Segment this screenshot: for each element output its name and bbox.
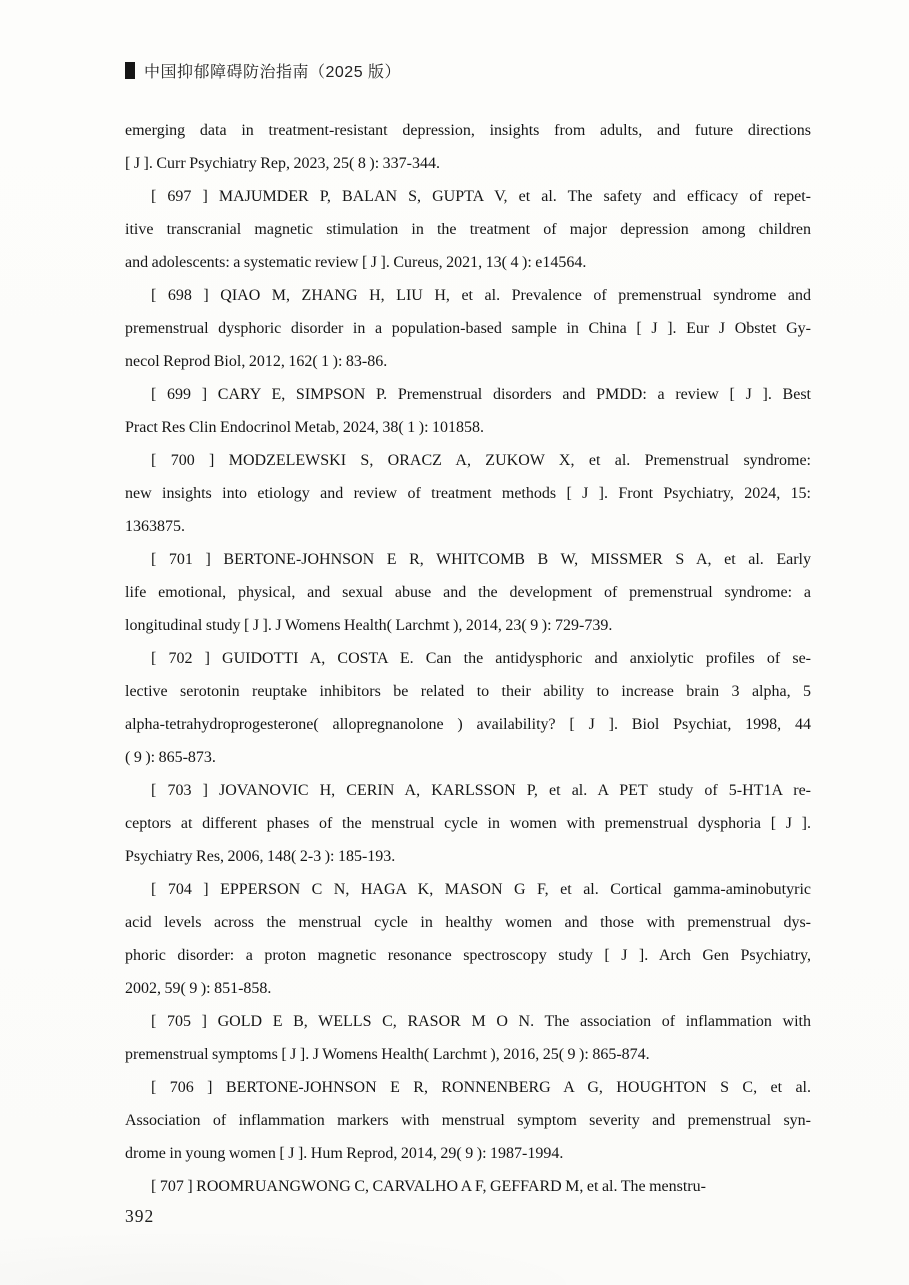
reference-entry-707 bbox=[125, 1170, 811, 1203]
reference-entry-701 bbox=[125, 543, 811, 642]
reference-line: [ 699 ] CARY E, SIMPSON P. Premenstrual disorders and PMDD: a review [ J ]. Best bbox=[151, 386, 811, 403]
reference-line: [ 697 ] MAJUMDER P, BALAN S, GUPTA V, et al. The safety and efficacy of repet- bbox=[151, 188, 811, 205]
reference-line: longitudinal study [ J ]. J Womens Health( Larchmt ), 2014, 23( 9 ): 729-739. bbox=[125, 617, 613, 634]
reference-line: ceptors at different phases of the menstrual cycle in women with premenstrual dysphoria [ J ]. bbox=[125, 815, 811, 832]
reference-entry-706 bbox=[125, 1071, 811, 1170]
reference-line: [ 706 ] BERTONE-JOHNSON E R, RONNENBERG A G, HOUGHTON S C, et al. bbox=[151, 1079, 811, 1096]
reference-line: [ 698 ] QIAO M, ZHANG H, LIU H, et al. Prevalence of premenstrual syndrome and bbox=[151, 287, 811, 304]
reference-line: Pract Res Clin Endocrinol Metab, 2024, 38( 1 ): 101858. bbox=[125, 419, 485, 436]
reference-entry-702 bbox=[125, 642, 811, 774]
reference-entry-698 bbox=[125, 279, 811, 378]
reference-line: itive transcranial magnetic stimulation in the treatment of major depression among children bbox=[125, 221, 811, 238]
reference-line: ( 9 ): 865-873. bbox=[125, 749, 216, 766]
running-header bbox=[125, 59, 401, 82]
reference-line: phoric disorder: a proton magnetic resonance spectroscopy study [ J ]. Arch Gen Psychiatry, bbox=[125, 947, 811, 964]
references-list bbox=[125, 114, 811, 1203]
reference-entry-705 bbox=[125, 1005, 811, 1071]
reference-line: emerging data in treatment-resistant depression, insights from adults, and future directions bbox=[125, 122, 811, 139]
reference-line: [ J ]. Curr Psychiatry Rep, 2023, 25( 8 ): 337-344. bbox=[125, 155, 440, 172]
reference-line: and adolescents: a systematic review [ J ]. Cureus, 2021, 13( 4 ): e14564. bbox=[125, 254, 587, 271]
reference-line: necol Reprod Biol, 2012, 162( 1 ): 83-86. bbox=[125, 353, 388, 370]
reference-entry-703 bbox=[125, 774, 811, 873]
reference-line: premenstrual symptoms [ J ]. J Womens Health( Larchmt ), 2016, 25( 9 ): 865-874. bbox=[125, 1046, 650, 1063]
reference-line: [ 703 ] JOVANOVIC H, CERIN A, KARLSSON P, et al. A PET study of 5-HT1A re- bbox=[151, 782, 811, 799]
reference-entry-700 bbox=[125, 444, 811, 543]
reference-line: premenstrual dysphoric disorder in a population-based sample in China [ J ]. Eur J Obstet Gy- bbox=[125, 320, 811, 337]
reference-line: Psychiatry Res, 2006, 148( 2-3 ): 185-193. bbox=[125, 848, 396, 865]
reference-line: Association of inflammation markers with menstrual symptom severity and premenstrual syn- bbox=[125, 1112, 811, 1129]
reference-line: [ 701 ] BERTONE-JOHNSON E R, WHITCOMB B W, MISSMER S A, et al. Early bbox=[151, 551, 811, 568]
reference-entry-697 bbox=[125, 180, 811, 279]
page-number: 392 bbox=[125, 1206, 155, 1226]
reference-line: [ 705 ] GOLD E B, WELLS C, RASOR M O N. The association of inflammation with bbox=[151, 1013, 811, 1030]
reference-line: alpha-tetrahydroprogesterone( allopregnanolone ) availability? [ J ]. Biol Psychiat, 1998, 44 bbox=[125, 716, 811, 733]
reference-entry-704 bbox=[125, 873, 811, 1005]
reference-line: lective serotonin reuptake inhibitors be related to their ability to increase brain 3 alpha, 5 bbox=[125, 683, 811, 700]
reference-line: [ 700 ] MODZELEWSKI S, ORACZ A, ZUKOW X, et al. Premenstrual syndrome: bbox=[151, 452, 811, 469]
reference-line: life emotional, physical, and sexual abuse and the development of premenstrual syndrome: a bbox=[125, 584, 811, 601]
reference-line: new insights into etiology and review of treatment methods [ J ]. Front Psychiatry, 2024, 15: bbox=[125, 485, 811, 502]
reference-line: [ 707 ] ROOMRUANGWONG C, CARVALHO A F, GEFFARD M, et al. The menstru- bbox=[151, 1178, 706, 1195]
reference-line: 1363875. bbox=[125, 518, 185, 535]
reference-line: [ 702 ] GUIDOTTI A, COSTA E. Can the antidysphoric and anxiolytic profiles of se- bbox=[151, 650, 811, 667]
reference-entry-699 bbox=[125, 378, 811, 444]
reference-line: drome in young women [ J ]. Hum Reprod, 2014, 29( 9 ): 1987-1994. bbox=[125, 1145, 564, 1162]
reference-continuation bbox=[125, 114, 811, 180]
header-block-icon bbox=[125, 62, 135, 79]
reference-line: 2002, 59( 9 ): 851-858. bbox=[125, 980, 272, 997]
reference-line: [ 704 ] EPPERSON C N, HAGA K, MASON G F, et al. Cortical gamma-aminobutyric bbox=[151, 881, 811, 898]
header-title: 中国抑郁障碍防治指南（2025 版） bbox=[144, 64, 402, 81]
reference-line: acid levels across the menstrual cycle in healthy women and those with premenstrual dys- bbox=[125, 914, 811, 931]
